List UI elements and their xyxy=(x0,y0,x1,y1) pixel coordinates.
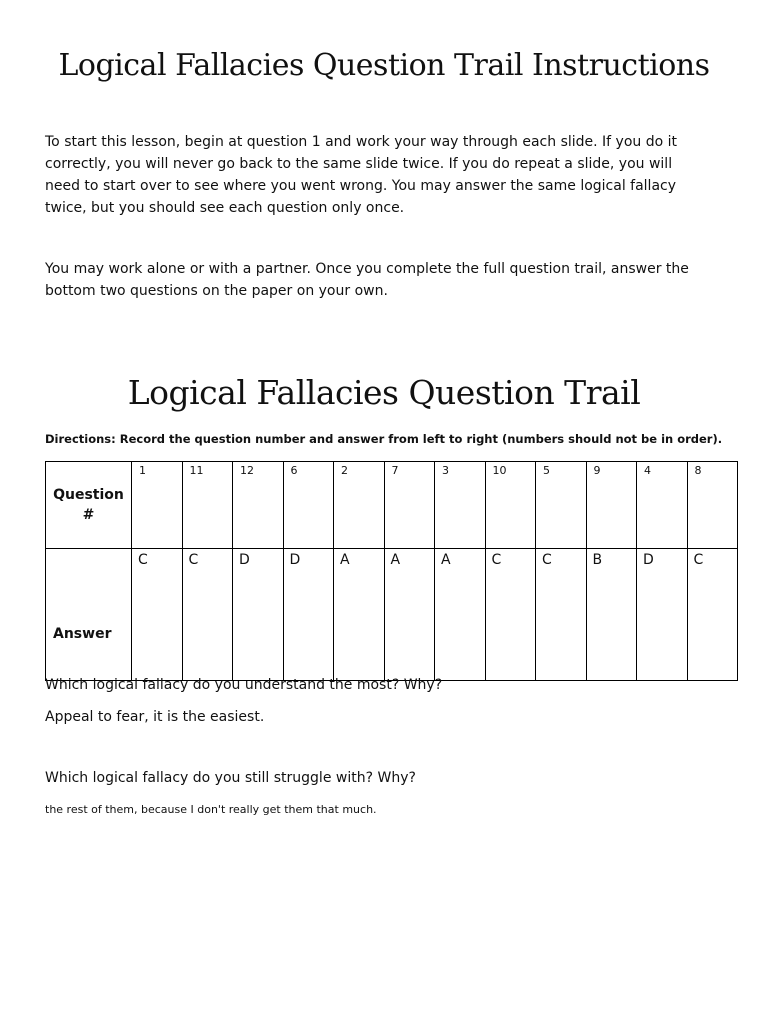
question-row-label: Question # xyxy=(46,462,132,549)
answer-cell[interactable] xyxy=(485,549,536,681)
question-number-cell[interactable] xyxy=(384,462,435,549)
answer-letter: C xyxy=(491,552,502,568)
question-number: 1 xyxy=(139,464,146,477)
question-number: 8 xyxy=(694,464,702,477)
answer-cell[interactable] xyxy=(233,549,284,681)
question-number: 3 xyxy=(442,464,449,477)
answer-cell[interactable] xyxy=(384,549,435,681)
question-number: 6 xyxy=(290,464,298,477)
answer-letter: A xyxy=(340,552,350,568)
instructions-title: Logical Fallacies Question Trail Instructions xyxy=(58,48,710,83)
answer-row-label: Answer xyxy=(46,549,132,681)
question-number-row xyxy=(46,462,738,549)
question-number-cell[interactable] xyxy=(435,462,486,549)
answer-letter: C xyxy=(542,552,552,568)
answer-cell[interactable] xyxy=(435,549,486,681)
question-number: 11 xyxy=(189,464,204,477)
answer-cell[interactable] xyxy=(536,549,587,681)
question-number-cell[interactable] xyxy=(687,462,738,549)
question-number-cell[interactable] xyxy=(536,462,587,549)
question-number: 4 xyxy=(644,464,651,477)
answer-letter: A xyxy=(390,552,401,568)
reflection-question-2: Which logical fallacy do you still struggle with? Why? xyxy=(45,770,416,786)
trail-title: Logical Fallacies Question Trail xyxy=(127,373,641,412)
answer-letter: B xyxy=(592,552,603,568)
reflection-answer-1[interactable]: Appeal to fear, it is the easiest. xyxy=(45,709,265,725)
reflection-answer-2[interactable]: the rest of them, because I don't really get them that much. xyxy=(45,803,377,816)
answer-letter: C xyxy=(188,552,199,568)
answer-letter: D xyxy=(643,552,654,568)
answer-cell[interactable] xyxy=(687,549,738,681)
question-trail-table xyxy=(45,461,738,681)
question-number: 12 xyxy=(240,464,254,477)
answer-letter: D xyxy=(239,552,250,568)
question-number-cell[interactable] xyxy=(485,462,536,549)
trail-directions: Directions: Record the question number and answer from left to right (numbers should not be in order). xyxy=(45,432,723,446)
answer-cell[interactable] xyxy=(334,549,385,681)
instructions-paragraph-1: To start this lesson, begin at question 1 and work your way through each slide. If you do it correctly, you will never go back to the same slide twice. If you do repeat a slide, you will need to start over to see where you went wrong. You may answer the same logical fallacy twice, but you should see each question only once. xyxy=(45,134,678,216)
question-number: 10 xyxy=(492,464,507,477)
question-number-cell[interactable] xyxy=(334,462,385,549)
answer-row xyxy=(46,549,738,681)
question-number-cell[interactable] xyxy=(132,462,183,549)
answer-letter: D xyxy=(289,552,301,568)
question-number: 2 xyxy=(341,464,348,477)
question-number: 7 xyxy=(391,464,399,477)
answer-letter: C xyxy=(693,552,704,568)
answer-letter: A xyxy=(441,552,451,568)
question-number: 9 xyxy=(593,464,601,477)
answer-cell[interactable] xyxy=(637,549,688,681)
instructions-paragraph-2: You may work alone or with a partner. Once you complete the full question trail, answer the bottom two questions on the paper on your own. xyxy=(45,261,689,299)
question-number-cell[interactable] xyxy=(233,462,284,549)
answer-cell[interactable] xyxy=(586,549,637,681)
answer-cell[interactable] xyxy=(283,549,334,681)
question-number-cell[interactable] xyxy=(182,462,233,549)
question-number-cell[interactable] xyxy=(637,462,688,549)
reflection-question-1: Which logical fallacy do you understand the most? Why? xyxy=(45,677,443,693)
answer-letter: C xyxy=(138,552,148,568)
question-number: 5 xyxy=(543,464,550,477)
answer-cell[interactable] xyxy=(182,549,233,681)
question-number-cell[interactable] xyxy=(586,462,637,549)
answer-cell[interactable] xyxy=(132,549,183,681)
question-number-cell[interactable] xyxy=(283,462,334,549)
